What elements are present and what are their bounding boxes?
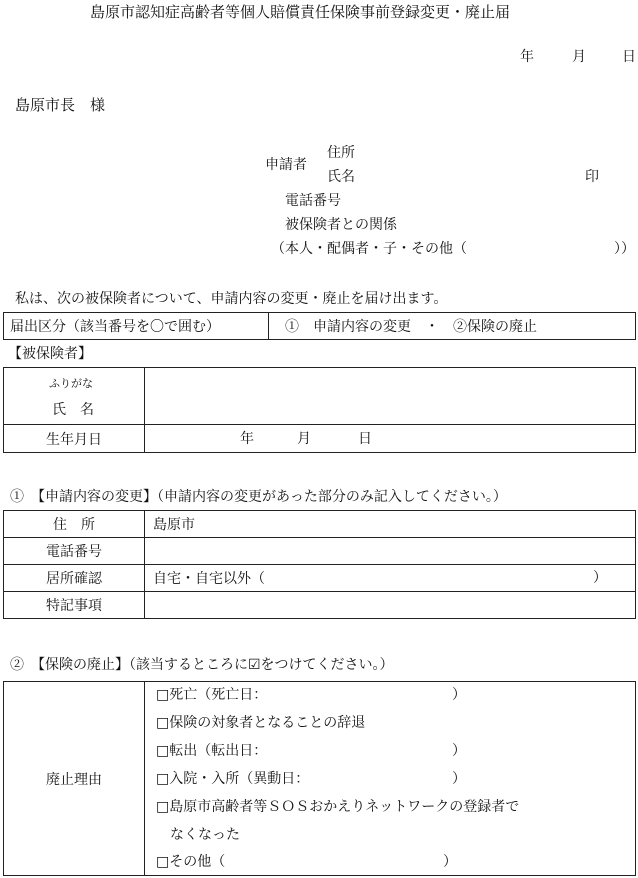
reason-close: ） <box>443 854 457 870</box>
applicant-relation-options: （本人・配偶者・子・その他（ <box>271 241 467 257</box>
dob-value-cell <box>145 425 636 453</box>
applicant-label: 申請者 <box>265 157 307 173</box>
reason-item: □転出（転出日： <box>156 743 268 759</box>
date-month: 月 <box>572 49 586 65</box>
dob-day: 日 <box>358 431 372 447</box>
insured-table <box>3 367 636 453</box>
s1-row-label: 住 所 <box>4 511 145 538</box>
s1-row-value: 島原市 <box>145 511 636 538</box>
s1-row-value: 自宅・自宅以外（ <box>153 571 265 587</box>
insured-heading: 【被保険者】 <box>8 346 92 362</box>
s1-row-label: 電話番号 <box>4 538 145 565</box>
s1-row-value-cell <box>145 565 636 592</box>
reason-item: □島原市高齢者等ＳＯＳおかえりネットワークの登録者で <box>156 799 520 815</box>
section1-table <box>3 510 636 619</box>
reason-item-continued: なくなった <box>170 827 240 843</box>
seal-mark: 印 <box>585 169 599 185</box>
page-title: 島原市認知症高齢者等個人賠償責任保険事前登録変更・廃止届 <box>90 3 511 21</box>
reason-close: ） <box>452 743 466 759</box>
applicant-relation-label: 被保険者との関係 <box>285 217 397 233</box>
reason-close: ） <box>452 771 466 787</box>
intro-statement: 私は、次の被保険者について、申請内容の変更・廃止を届け出ます。 <box>15 291 448 307</box>
date-day: 日 <box>622 49 636 65</box>
category-value: ① 申請内容の変更 ・ ②保険の廃止 <box>269 313 636 340</box>
dob-year: 年 <box>240 431 254 447</box>
s1-row-value <box>145 592 636 619</box>
applicant-address-label: 住所 <box>327 145 355 161</box>
applicant-phone-label: 電話番号 <box>285 193 341 209</box>
dob-label: 生年月日 <box>4 425 145 453</box>
reason-item: □入院・入所（異動日： <box>156 771 310 787</box>
dob-month: 月 <box>297 431 311 447</box>
section1-heading: ① 【申請内容の変更】（申請内容の変更があった部分のみ記入してください。） <box>10 489 507 505</box>
addressee: 島原市長 様 <box>15 96 106 114</box>
insured-name-label-cell <box>4 368 145 425</box>
reason-item: □保険の対象者となることの辞退 <box>156 715 366 731</box>
insured-name-label: 氏 名 <box>52 402 94 418</box>
s1-row-suffix: ） <box>593 570 607 586</box>
reason-close: ） <box>452 687 466 703</box>
s1-row-label: 特記事項 <box>4 592 145 619</box>
abolish-reason-label: 廃止理由 <box>4 682 145 876</box>
s1-row-value <box>145 538 636 565</box>
applicant-relation-close: ）） <box>614 241 635 257</box>
section2-table <box>3 681 636 876</box>
applicant-name-label: 氏名 <box>327 169 355 185</box>
s1-row-label: 居所確認 <box>4 565 145 592</box>
reason-item: □死亡（死亡日： <box>156 687 268 703</box>
insured-name-value <box>145 368 636 425</box>
reason-item: □その他（ <box>156 854 226 870</box>
furigana-label: ふりがな <box>49 377 93 390</box>
section2-heading: ② 【保険の廃止】（該当するところに☑をつけてください。） <box>10 657 394 673</box>
date-year: 年 <box>520 49 534 65</box>
category-table <box>3 312 636 340</box>
category-label: 届出区分（該当番号を〇で囲む） <box>4 313 269 340</box>
